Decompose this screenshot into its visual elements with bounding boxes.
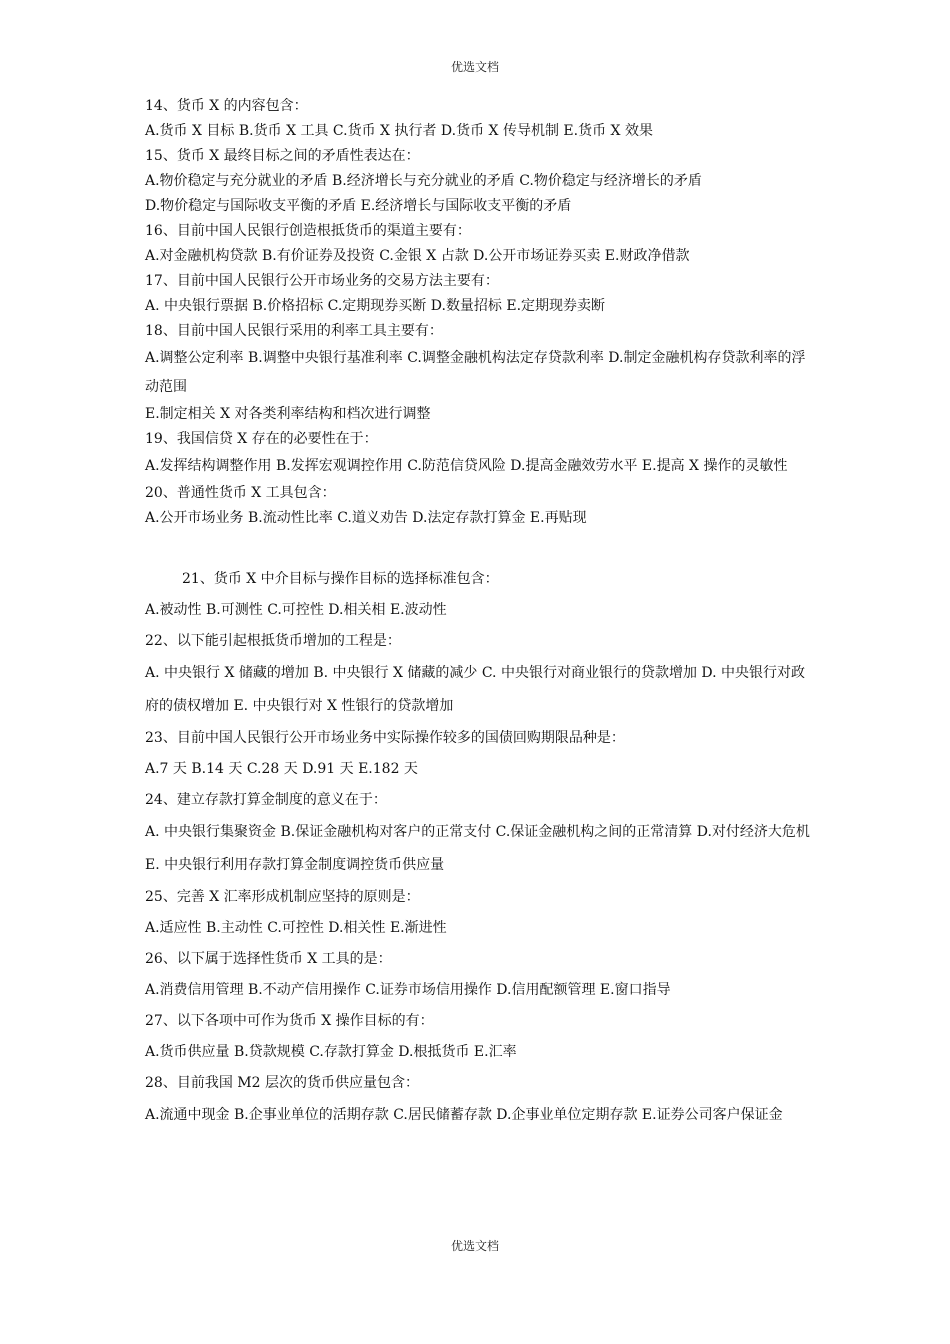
page-header: 优选文档 <box>450 60 499 74</box>
options-18-line1: A.调整公定利率 B.调整中央银行基准利率 C.调整金融机构法定存贷款利率 D.制定金融机构存贷款利率的浮动范围 <box>145 350 806 395</box>
options-21: A.被动性 B.可测性 C.可控性 D.相关相 E.波动性 <box>145 602 447 618</box>
question-24: 24、建立存款打算金制度的意义在于： <box>145 792 387 808</box>
page-footer: 优选文档 <box>450 1239 499 1253</box>
question-22: 22、以下能引起根抵货币增加的工程是： <box>145 633 401 649</box>
options-19: A.发挥结构调整作用 B.发挥宏观调控作用 C.防范信贷风险 D.提高金融效劳水平 E.提高 X 操作的灵敏性 <box>145 458 788 474</box>
question-19: 19、我国信贷 X 存在的必要性在于： <box>145 431 378 447</box>
options-28: A.流通中现金 B.企事业单位的活期存款 C.居民储蓄存款 D.企事业单位定期存款 E.证券公司客户保证金 <box>145 1107 783 1123</box>
document-body <box>145 94 810 1132</box>
question-20: 20、普通性货币 X 工具包含： <box>145 485 336 501</box>
options-14: A.货币 X 目标 B.货币 X 工具 C.货币 X 执行者 D.货币 X 传导机制 E.货币 X 效果 <box>145 123 653 139</box>
options-25: A.适应性 B.主动性 C.可控性 D.相关性 E.渐进性 <box>145 920 447 936</box>
options-15-line1: A.物价稳定与充分就业的矛盾 B.经济增长与充分就业的矛盾 C.物价稳定与经济增长的矛盾 <box>145 173 702 189</box>
question-17: 17、目前中国人民银行公开市场业务的交易方法主要有： <box>145 273 499 289</box>
options-27: A.货币供应量 B.贷款规模 C.存款打算金 D.根抵货币 E.汇率 <box>145 1044 517 1060</box>
options-23: A.7 天 B.14 天 C.28 天 D.91 天 E.182 天 <box>145 761 418 777</box>
options-15-line2: D.物价稳定与国际收支平衡的矛盾 E.经济增长与国际收支平衡的矛盾 <box>145 198 572 214</box>
question-block-1 <box>145 94 810 531</box>
question-block-2 <box>145 564 810 1132</box>
question-26: 26、以下属于选择性货币 X 工具的是： <box>145 951 392 967</box>
question-28: 28、目前我国 M2 层次的货币供应量包含： <box>145 1075 419 1091</box>
options-16: A.对金融机构贷款 B.有价证券及投资 C.金银 X 占款 D.公开市场证券买卖 E.财政净借款 <box>145 248 690 264</box>
options-24: A. 中央银行集聚资金 B.保证金融机构对客户的正常支付 C.保证金融机构之间的正常清算 D.对付经济大危机 E. 中央银行利用存款打算金制度调控货币供应量 <box>145 824 810 873</box>
options-26: A.消费信用管理 B.不动产信用操作 C.证券市场信用操作 D.信用配额管理 E.窗口指导 <box>145 982 671 998</box>
question-18: 18、目前中国人民银行采用的利率工具主要有： <box>145 323 443 339</box>
question-14: 14、货币 X 的内容包含： <box>145 98 308 114</box>
question-27: 27、以下各项中可作为货币 X 操作目标的有： <box>145 1013 434 1029</box>
options-17: A. 中央银行票据 B.价格招标 C.定期现券买断 D.数量招标 E.定期现券卖断 <box>145 298 606 314</box>
options-20: A.公开市场业务 B.流动性比率 C.道义劝告 D.法定存款打算金 E.再贴现 <box>145 510 587 526</box>
question-23: 23、目前中国人民银行公开市场业务中实际操作较多的国债回购期限品种是： <box>145 730 625 746</box>
question-15: 15、货币 X 最终目标之间的矛盾性表达在： <box>145 148 420 164</box>
question-16: 16、目前中国人民银行创造根抵货币的渠道主要有： <box>145 223 471 239</box>
question-21: 21、货币 X 中介目标与操作目标的选择标准包含： <box>182 571 499 587</box>
options-18-line2: E.制定相关 X 对各类利率结构和档次进行调整 <box>145 406 431 422</box>
question-25: 25、完善 X 汇率形成机制应坚持的原则是： <box>145 889 420 905</box>
options-22: A. 中央银行 X 储藏的增加 B. 中央银行 X 储藏的减少 C. 中央银行对商业银行的贷款增加 D. 中央银行对政府的债权增加 E. 中央银行对 X 性银行的贷款增加 <box>145 665 806 714</box>
